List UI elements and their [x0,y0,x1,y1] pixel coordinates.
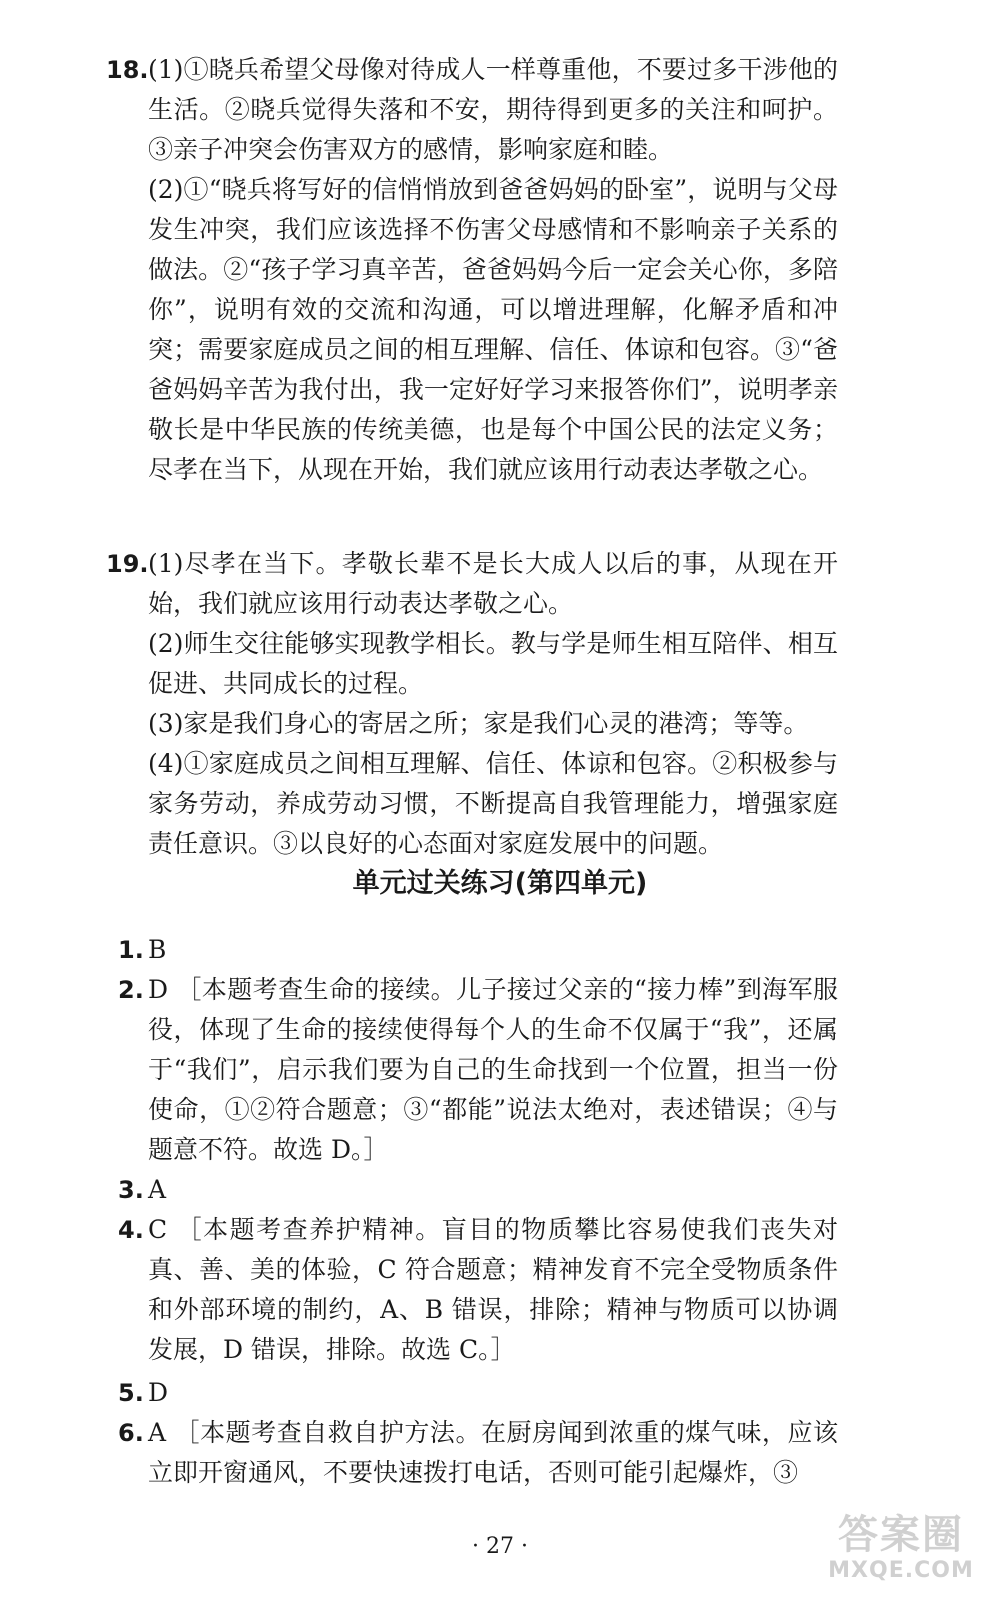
answer-3 [118,1170,838,1210]
answer-text: D [148,1378,169,1407]
question-number: 1. [118,936,144,964]
answer-paragraph: (2)①“晓兵将写好的信悄悄放到爸爸妈妈的卧室”，说明与父母发生冲突，我们应该选择不伤害父母感情和不影响亲子关系的做法。②“孩子学习真辛苦，爸爸妈妈今后一定会关心你，多陪你”，说明有效的交流和沟通，可以增进理解，化解矛盾和冲突；需要家庭成员之间的相互理解、信任、体谅和包容。③“爸爸妈妈辛苦为我付出，我一定好好学习来报答你们”，说明孝亲敬长是中华民族的传统美德，也是每个中国公民的法定义务；尽孝在当下，从现在开始，我们就应该用行动表达孝敬之心。 [148,175,838,484]
question-number: 18. [106,56,149,84]
answer-text: B [148,935,167,964]
answer-paragraph: (2)师生交往能够实现教学相长。教与学是师生相互陪伴、相互促进、共同成长的过程。 [148,629,838,698]
question-number: 2. [118,976,144,1004]
answer-paragraph: (1)尽孝在当下。孝敬长辈不是长大成人以后的事，从现在开始，我们就应该用行动表达孝敬之心。 [148,549,838,618]
answer-paragraph: (3)家是我们身心的寄居之所；家是我们心灵的港湾；等等。 [148,709,809,738]
answer-paragraph: (4)①家庭成员之间相互理解、信任、体谅和包容。②积极参与家务劳动，养成劳动习惯，不断提高自我管理能力，增强家庭责任意识。③以良好的心态面对家庭发展中的问题。 [148,749,838,858]
answer-paragraph: (1)①晓兵希望父母像对待成人一样尊重他，不要过多干涉他的生活。②晓兵觉得失落和不安，期待得到更多的关注和呵护。③亲子冲突会伤害双方的感情，影响家庭和睦。 [148,55,838,164]
question-19 [106,544,838,864]
question-number: 6. [118,1419,144,1447]
answer-4 [118,1210,838,1370]
answer-2 [118,970,838,1170]
watermark-bottom: MXQE.COM [828,1558,974,1583]
section-title: 单元过关练习(第四单元) [352,868,648,899]
page-number: · 27 · [472,1534,528,1559]
answer-text: C ［本题考查养护精神。盲目的物质攀比容易使我们丧失对真、善、美的体验，C 符合题意；精神发育不完全受物质条件和外部环境的制约，A、B 错误，排除；精神与物质可以协调发展，D 错误，排除。故选 C。］ [148,1215,838,1364]
answer-text: D ［本题考查生命的接续。儿子接过父亲的“接力棒”到海军服役，体现了生命的接续使得每个人的生命不仅属于“我”，还属于“我们”，启示我们要为自己的生命找到一个位置，担当一份使命，①②符合题意；③“都能”说法太绝对，表述错误；④与题意不符。故选 D。］ [148,975,838,1164]
question-number: 3. [118,1176,144,1204]
question-number: 5. [118,1379,144,1407]
watermark-logo [816,1512,986,1592]
answer-text: A [148,1175,167,1204]
question-number: 19. [106,550,149,578]
question-number: 4. [118,1216,144,1244]
watermark-top: 答案圈 [838,1512,964,1558]
question-18 [106,50,838,490]
answer-5 [118,1373,838,1413]
answer-6 [118,1413,838,1493]
answer-text: A ［本题考查自救自护方法。在厨房闻到浓重的煤气味，应该立即开窗通风，不要快速拨打电话，否则可能引起爆炸，③ [148,1418,838,1487]
answer-1 [118,930,838,970]
